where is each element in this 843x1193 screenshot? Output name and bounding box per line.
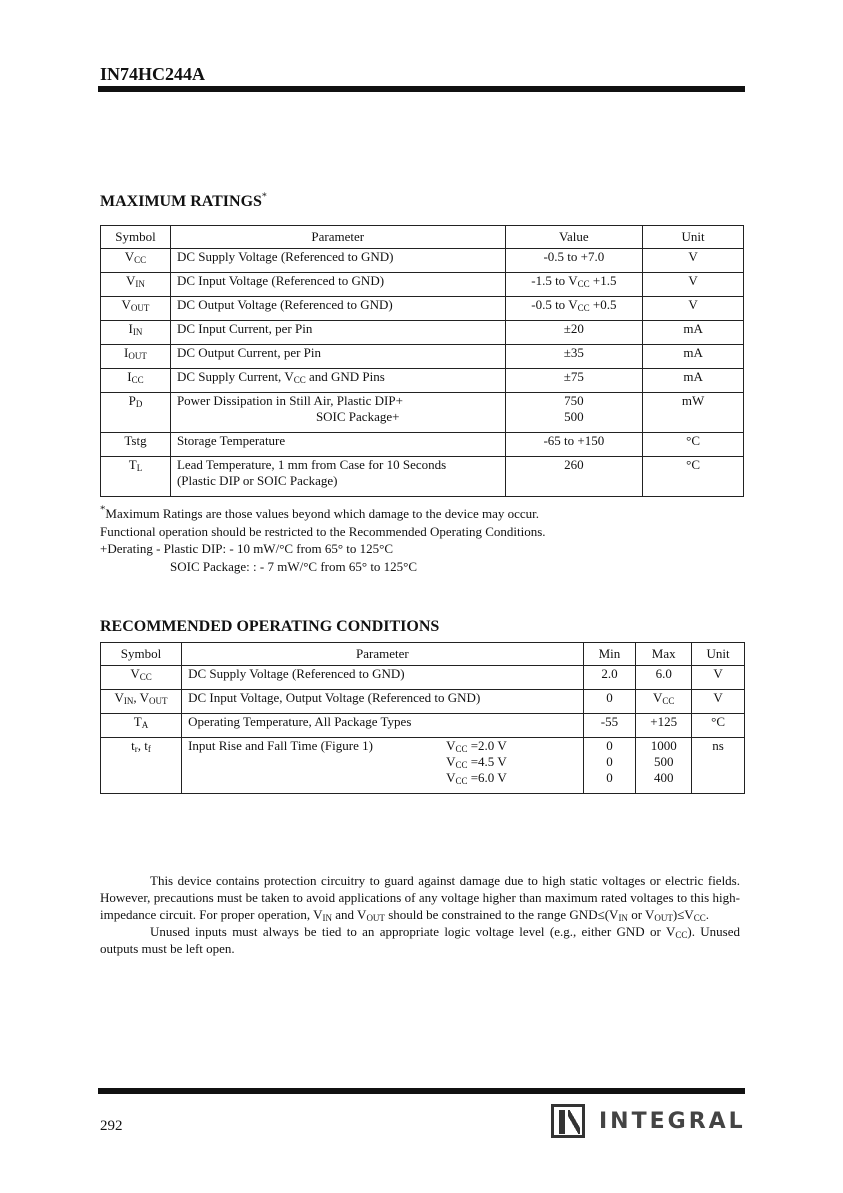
esd-paragraph: This device contains protection circuitry to guard against damage due to high static voltages or electric fields. However, precautions must be taken to avoid applications of any voltage higher than maximum rated voltages to this high-impedance circuit. For proper operation, $V_{IN}$ and $V_{OUT}$ should be constrained to the range $GND\le(V_{IN}$ or $V_{OUT})\le V_{CC}$. Unused inputs must always be tied to an appropriate logic voltage level (e.g., either GND or $V_{CC}$). Unused outputs must be left open.	[100, 873, 740, 956]
table-row: $T_A$ Operating Temperature, All Package Types -55 +125 °C	[101, 714, 745, 738]
max-ratings-notes: *Maximum Ratings are those values beyond which damage to the device may occur. Functional operation should be restricted to the Recommended Operating Conditions. +Derating - Plastic DIP: - 10 mW/°C from 65° to 125°C SOIC Package: : - 7 mW/°C from 65° to 125°C	[100, 503, 546, 574]
table-row: Tstg Storage Temperature -65 to +150 °C	[101, 433, 744, 457]
table-row: $V_{CC}$ DC Supply Voltage (Referenced to GND) 2.0 6.0 V	[101, 666, 745, 690]
table-header-row	[101, 226, 744, 249]
table-row: $t_r$, $t_f$ Input Rise and Fall Time (Figure 1) $V_{CC} =2.0$ V $V_{CC} =4.5$ V $V_{CC} =6.0$ V 0 0 0 1000 500 400 ns	[101, 738, 745, 794]
col-max: Max	[636, 643, 692, 666]
roc-table	[100, 642, 745, 794]
header-rule	[98, 86, 745, 92]
roc-heading: RECOMMENDED OPERATING CONDITIONS	[100, 618, 440, 635]
table-row: $I_{IN}$ DC Input Current, per Pin ±20 mA	[101, 321, 744, 345]
table-row: $V_{OUT}$ DC Output Voltage (Referenced to GND) -0.5 to $V_{CC} +0.5$ V	[101, 297, 744, 321]
table-row: $V_{IN}$, $V_{OUT}$ DC Input Voltage, Output Voltage (Referenced to GND) 0 $V_{CC}$ V	[101, 690, 745, 714]
table-header-row	[101, 643, 745, 666]
table-row: $T_L$ Lead Temperature, 1 mm from Case for 10 Seconds (Plastic DIP or SOIC Package) 260 °C	[101, 457, 744, 497]
brand-logo	[551, 1104, 746, 1138]
table-row: $V_{IN}$ DC Input Voltage (Referenced to GND) -1.5 to $V_{CC} +1.5$ V	[101, 273, 744, 297]
col-parameter: Parameter	[182, 643, 584, 666]
table-row: $P_D$ Power Dissipation in Still Air, Plastic DIP+ SOIC Package+ 750 500 mW	[101, 393, 744, 433]
max-ratings-heading: MAXIMUM RATINGS*	[100, 191, 267, 210]
footer-rule	[98, 1088, 745, 1094]
col-symbol: Symbol	[101, 643, 182, 666]
col-unit: Unit	[643, 226, 744, 249]
col-parameter: Parameter	[170, 226, 505, 249]
table-row: $V_{CC}$ DC Supply Voltage (Referenced to GND) -0.5 to +7.0 V	[101, 249, 744, 273]
col-symbol: Symbol	[101, 226, 171, 249]
document-title: IN74HC244A	[100, 64, 206, 84]
brand-name: INTEGRAL	[599, 1108, 746, 1134]
col-value: Value	[505, 226, 643, 249]
table-row: $I_{OUT}$ DC Output Current, per Pin ±35 mA	[101, 345, 744, 369]
table-row: $I_{CC}$ DC Supply Current, $V_{CC}$ and GND Pins ±75 mA	[101, 369, 744, 393]
integral-logo-icon	[551, 1104, 585, 1138]
col-min: Min	[583, 643, 636, 666]
col-unit: Unit	[692, 643, 745, 666]
page-number: 292	[100, 1118, 123, 1134]
max-ratings-table	[100, 225, 744, 497]
